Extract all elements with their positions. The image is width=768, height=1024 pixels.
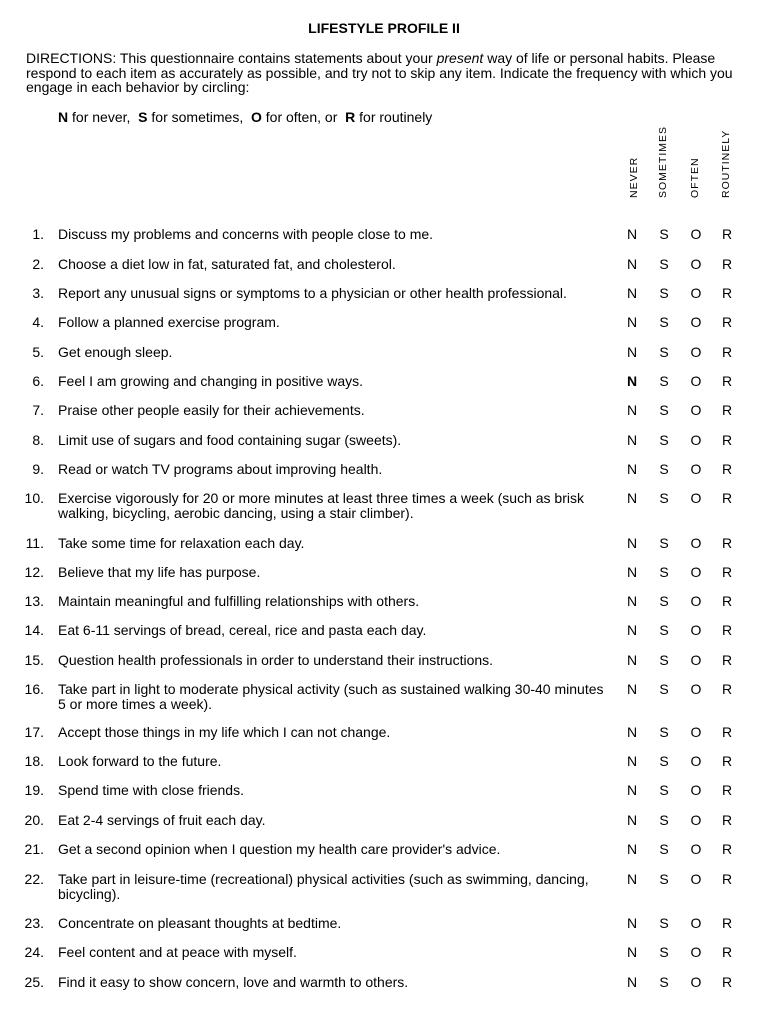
item-number: 22. (24, 871, 44, 887)
response-option-n[interactable]: N (626, 871, 638, 887)
response-option-o[interactable]: O (690, 871, 702, 887)
response-option-r[interactable]: R (721, 402, 733, 418)
response-option-n[interactable]: N (626, 344, 638, 360)
item-text: Exercise vigorously for 20 or more minutes at least three times a week (such as brisk walking, bicycling, aerobic dancing, using a stair climber). (58, 490, 584, 521)
item-text: Spend time with close friends. (58, 782, 244, 798)
response-option-r[interactable]: R (721, 461, 733, 477)
item-number: 15. (24, 652, 44, 668)
response-option-r[interactable]: R (721, 622, 733, 638)
item-text: Take some time for relaxation each day. (58, 535, 305, 551)
response-option-o[interactable]: O (690, 432, 702, 448)
response-option-s[interactable]: S (659, 432, 669, 448)
item-text: Believe that my life has purpose. (58, 564, 261, 580)
response-option-s[interactable]: S (659, 841, 669, 857)
item-number: 21. (24, 841, 44, 857)
response-option-n[interactable]: N (626, 490, 638, 506)
response-option-o[interactable]: O (690, 564, 702, 580)
legend-r-text: for routinely (355, 109, 433, 125)
response-option-o[interactable]: O (690, 593, 702, 609)
item-text: Discuss my problems and concerns with people close to me. (58, 226, 434, 242)
response-option-r[interactable]: R (721, 974, 733, 990)
item-text: Report any unusual signs or symptoms to a physician or other health professional. (58, 285, 567, 301)
column-header-label: OFTEN (689, 157, 701, 198)
item-text: Maintain meaningful and fulfilling relationships with others. (58, 593, 420, 609)
item-number: 18. (24, 753, 44, 769)
item-number: 1. (32, 226, 44, 242)
response-option-s[interactable]: S (659, 402, 669, 418)
item-number: 8. (32, 432, 44, 448)
legend-o-key: O (250, 109, 262, 125)
response-option-n[interactable]: N (626, 535, 638, 551)
legend-s-text: for sometimes, (147, 109, 251, 125)
response-option-o[interactable]: O (690, 841, 702, 857)
column-header-label: SOMETIMES (657, 125, 669, 198)
item-number: 19. (24, 782, 44, 798)
directions (26, 51, 746, 95)
response-option-s[interactable]: S (659, 314, 669, 330)
response-option-r[interactable]: R (721, 841, 733, 857)
response-option-s[interactable]: S (659, 535, 669, 551)
item-number: 20. (24, 812, 44, 828)
response-option-n[interactable]: N (626, 812, 638, 828)
response-option-s[interactable]: S (659, 724, 669, 740)
directions-emphasis: present (436, 50, 484, 66)
response-option-s[interactable]: S (659, 944, 669, 960)
response-option-r[interactable]: R (721, 490, 733, 506)
item-number: 7. (32, 402, 44, 418)
item-number: 3. (32, 285, 44, 301)
response-option-o[interactable]: O (690, 402, 702, 418)
response-option-n[interactable]: N (626, 373, 638, 389)
response-option-o[interactable]: O (690, 915, 702, 931)
response-option-r[interactable]: R (721, 652, 733, 668)
item-text: Get a second opinion when I question my health care provider's advice. (58, 841, 501, 857)
response-option-n[interactable]: N (626, 461, 638, 477)
response-option-r[interactable]: R (721, 915, 733, 931)
response-option-n[interactable]: N (626, 622, 638, 638)
item-text: Eat 2-4 servings of fruit each day. (58, 812, 266, 828)
item-text: Feel content and at peace with myself. (58, 944, 297, 960)
response-option-o[interactable]: O (690, 652, 702, 668)
item-number: 2. (32, 256, 44, 272)
item-text: Concentrate on pleasant thoughts at bedtime. (58, 915, 342, 931)
item-number: 4. (32, 314, 44, 330)
response-option-s[interactable]: S (659, 285, 669, 301)
response-option-r[interactable]: R (721, 373, 733, 389)
legend-o-text: for often, or (261, 109, 346, 125)
response-option-r[interactable]: R (721, 681, 733, 697)
response-option-o[interactable]: O (690, 285, 702, 301)
item-number: 9. (32, 461, 44, 477)
response-option-n[interactable]: N (626, 915, 638, 931)
response-option-n[interactable]: N (626, 402, 638, 418)
response-option-s[interactable]: S (659, 871, 669, 887)
response-option-s[interactable]: S (659, 564, 669, 580)
response-option-n[interactable]: N (626, 256, 638, 272)
response-option-r[interactable]: R (721, 871, 733, 887)
response-option-s[interactable]: S (659, 226, 669, 242)
response-option-s[interactable]: S (659, 812, 669, 828)
response-option-s[interactable]: S (659, 373, 669, 389)
response-option-n[interactable]: N (626, 285, 638, 301)
column-header-often (685, 130, 705, 210)
column-header-sometimes (653, 125, 673, 210)
response-option-o[interactable]: O (690, 314, 702, 330)
response-option-o[interactable]: O (690, 782, 702, 798)
response-option-s[interactable]: S (659, 256, 669, 272)
column-header-routinely (716, 130, 736, 210)
item-text: Follow a planned exercise program. (58, 314, 280, 330)
response-option-n[interactable]: N (626, 681, 638, 697)
response-option-o[interactable]: O (690, 724, 702, 740)
item-number: 10. (24, 490, 44, 506)
item-text: Find it easy to show concern, love and warmth to others. (58, 974, 409, 990)
legend-s-key: S (138, 109, 148, 125)
response-option-o[interactable]: O (690, 226, 702, 242)
item-text: Limit use of sugars and food containing sugar (sweets). (58, 432, 402, 448)
directions-lead: DIRECTIONS: This questionnaire contains statements about your (26, 50, 437, 66)
response-option-s[interactable]: S (659, 782, 669, 798)
response-option-n[interactable]: N (626, 944, 638, 960)
response-option-s[interactable]: S (659, 593, 669, 609)
response-option-o[interactable]: O (690, 373, 702, 389)
response-option-o[interactable]: O (690, 535, 702, 551)
response-option-o[interactable]: O (690, 681, 702, 697)
response-legend (58, 109, 432, 125)
response-option-s[interactable]: S (659, 915, 669, 931)
response-option-r[interactable]: R (721, 593, 733, 609)
response-option-o[interactable]: O (690, 256, 702, 272)
item-text: Feel I am growing and changing in positive ways. (58, 373, 364, 389)
item-text: Read or watch TV programs about improving health. (58, 461, 383, 477)
item-text: Look forward to the future. (58, 753, 222, 769)
response-option-s[interactable]: S (659, 974, 669, 990)
response-option-r[interactable]: R (721, 564, 733, 580)
response-option-o[interactable]: O (690, 490, 702, 506)
directions-rest: way of life or personal habits. Please respond to each item as accurately as possible, and try not to skip any item. Indicate the frequency with which you engage in each behavior by circling: (26, 50, 733, 95)
legend-r-key: R (345, 109, 356, 125)
item-number: 12. (24, 564, 44, 580)
response-option-s[interactable]: S (659, 622, 669, 638)
response-option-o[interactable]: O (690, 944, 702, 960)
response-option-r[interactable]: R (721, 226, 733, 242)
response-option-r[interactable]: R (721, 724, 733, 740)
response-option-s[interactable]: S (659, 681, 669, 697)
response-option-r[interactable]: R (721, 432, 733, 448)
response-option-o[interactable]: O (690, 812, 702, 828)
response-option-n[interactable]: N (626, 652, 638, 668)
response-option-r[interactable]: R (721, 944, 733, 960)
response-option-r[interactable]: R (721, 753, 733, 769)
legend-n-text: for never, (68, 109, 139, 125)
response-option-o[interactable]: O (690, 344, 702, 360)
item-number: 16. (24, 681, 44, 697)
response-option-o[interactable]: O (690, 622, 702, 638)
item-number: 13. (24, 593, 44, 609)
response-option-s[interactable]: S (659, 344, 669, 360)
response-option-r[interactable]: R (721, 314, 733, 330)
response-option-n[interactable]: N (626, 724, 638, 740)
response-option-s[interactable]: S (659, 461, 669, 477)
item-text: Choose a diet low in fat, saturated fat, and cholesterol. (58, 256, 396, 272)
response-option-n[interactable]: N (626, 226, 638, 242)
response-option-r[interactable]: R (721, 285, 733, 301)
item-text: Accept those things in my life which I can not change. (58, 724, 391, 740)
response-option-r[interactable]: R (721, 812, 733, 828)
item-text: Question health professionals in order to understand their instructions. (58, 652, 494, 668)
item-text: Take part in leisure-time (recreational) physical activities (such as swimming, dancing, bicycling). (58, 871, 589, 902)
column-header-never (624, 130, 644, 210)
item-number: 24. (24, 944, 44, 960)
item-text: Take part in light to moderate physical activity (such as sustained walking 30-40 minutes 5 or more times a week). (58, 681, 604, 712)
item-number: 17. (24, 724, 44, 740)
response-option-r[interactable]: R (721, 535, 733, 551)
response-option-s[interactable]: S (659, 652, 669, 668)
response-option-n[interactable]: N (626, 432, 638, 448)
response-option-n[interactable]: N (626, 593, 638, 609)
response-option-n[interactable]: N (626, 841, 638, 857)
response-option-s[interactable]: S (659, 753, 669, 769)
item-number: 14. (24, 622, 44, 638)
item-text: Praise other people easily for their achievements. (58, 402, 365, 418)
response-option-n[interactable]: N (626, 314, 638, 330)
item-text: Get enough sleep. (58, 344, 173, 360)
response-option-n[interactable]: N (626, 782, 638, 798)
item-text: Eat 6-11 servings of bread, cereal, rice and pasta each day. (58, 622, 427, 638)
response-option-r[interactable]: R (721, 344, 733, 360)
response-option-n[interactable]: N (626, 974, 638, 990)
item-number: 6. (32, 373, 44, 389)
item-number: 23. (24, 915, 44, 931)
item-number: 11. (25, 535, 44, 551)
response-option-o[interactable]: O (690, 753, 702, 769)
legend-n-key: N (58, 109, 69, 125)
column-header-label: ROUTINELY (720, 129, 732, 198)
response-option-r[interactable]: R (721, 782, 733, 798)
response-option-s[interactable]: S (659, 490, 669, 506)
page-title: LIFESTYLE PROFILE II (308, 20, 460, 36)
item-number: 25. (24, 974, 44, 990)
column-header-label: NEVER (628, 156, 640, 198)
response-option-n[interactable]: N (626, 753, 638, 769)
response-option-o[interactable]: O (690, 974, 702, 990)
response-option-o[interactable]: O (690, 461, 702, 477)
response-option-n[interactable]: N (626, 564, 638, 580)
response-option-r[interactable]: R (721, 256, 733, 272)
item-number: 5. (32, 344, 44, 360)
